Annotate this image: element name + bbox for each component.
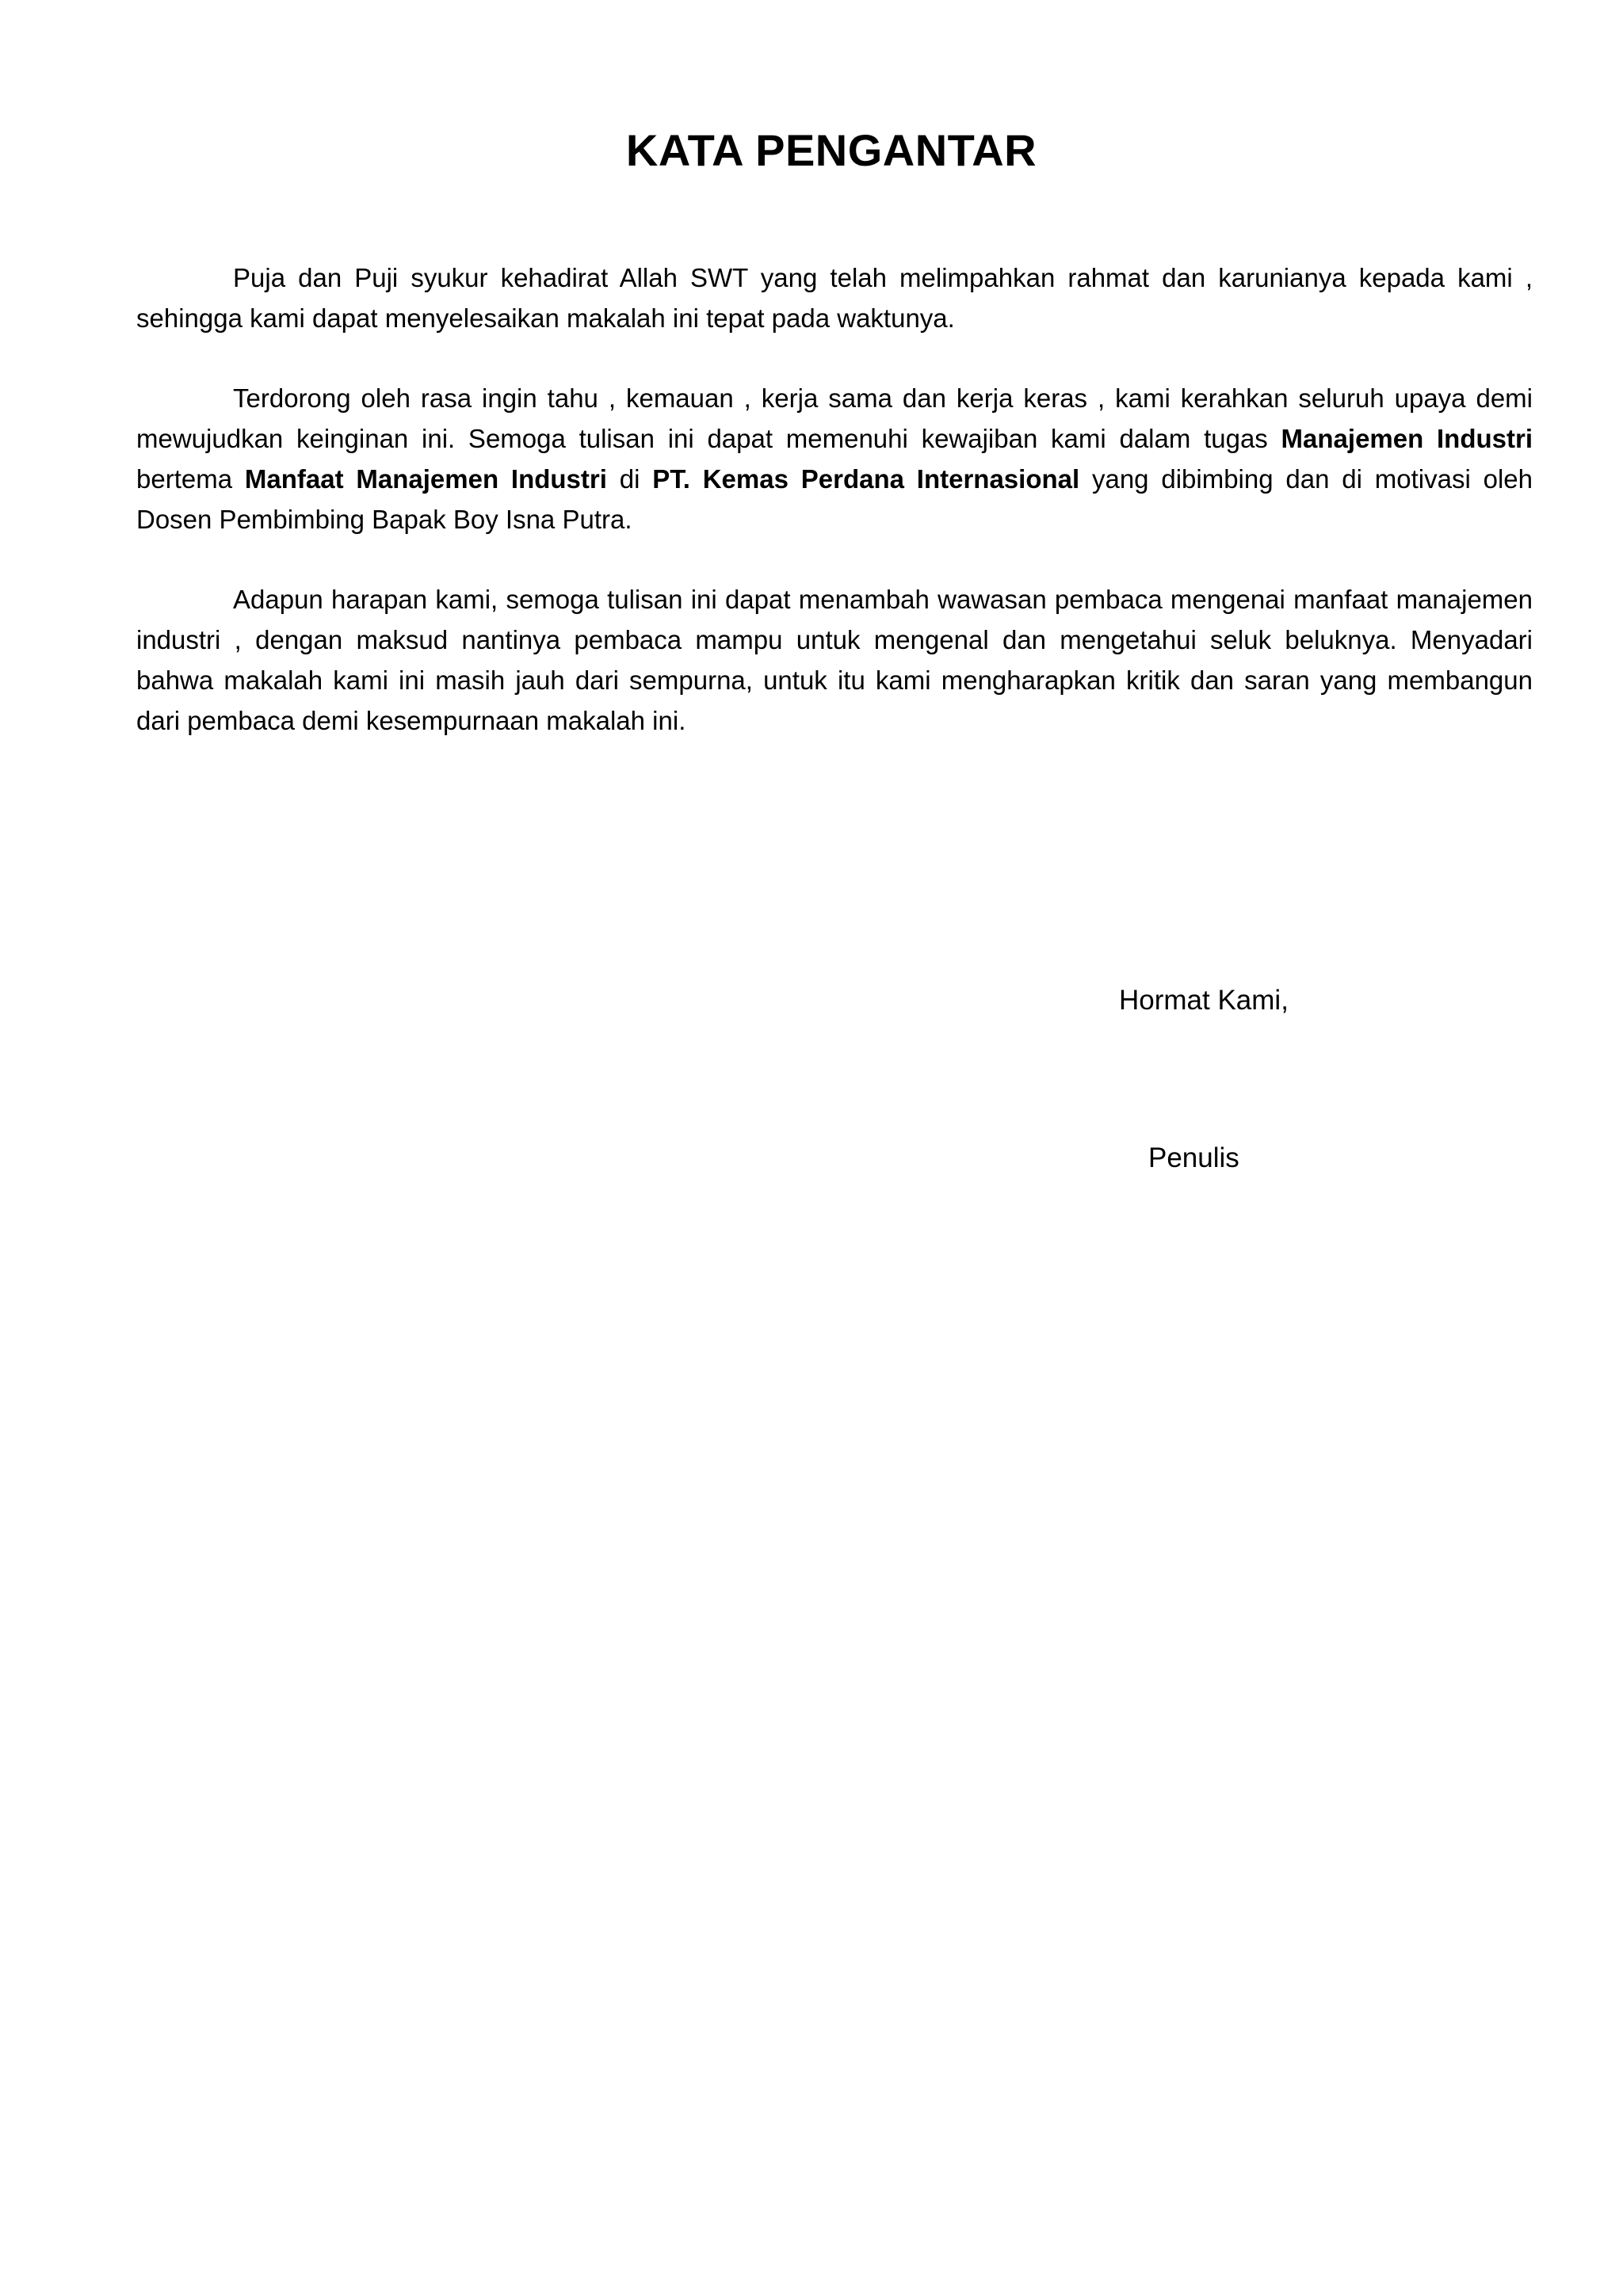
paragraph-2-text-2: bertema bbox=[136, 464, 245, 494]
paragraph-1: Puja dan Puji syukur kehadirat Allah SWT yang telah melimpahkan rahmat dan karunianya kepada kami , sehingga kami dapat menyelesaikan makalah ini tepat pada waktunya. bbox=[136, 263, 1533, 333]
paragraph-3: Adapun harapan kami, semoga tulisan ini dapat menambah wawasan pembaca mengenai manfaat manajemen industri , dengan maksud nantinya pembaca mampu untuk mengenal dan mengetahui seluk beluknya. Menyadari bahwa makalah kami ini masih jauh dari sempurna, untuk itu kami mengharapkan kritik dan saran yang membangun dari pembaca demi kesempurnaan makalah ini. bbox=[136, 585, 1533, 735]
topic-name: Manfaat Manajemen Industri bbox=[244, 464, 607, 494]
document-body bbox=[136, 257, 1533, 780]
paragraph-2 bbox=[136, 378, 1533, 540]
paragraph-2-text-4: yang dibimbing dan di motivasi oleh Dosen Pembimbing Bapak Boy Isna Putra. bbox=[136, 464, 1533, 534]
page-title: KATA PENGANTAR bbox=[625, 125, 1037, 175]
company-name: PT. Kemas Perdana Internasional bbox=[652, 464, 1080, 494]
course-name: Manajemen Industri bbox=[1281, 424, 1533, 453]
paragraph-2-text-1: Terdorong oleh rasa ingin tahu , kemauan , kerja sama dan kerja keras , kami kerahkan seluruh upaya demi mewujudkan keinginan ini. Semoga tulisan ini dapat memenuhi kewajiban kami dalam tugas bbox=[136, 383, 1533, 453]
closing-salutation: Hormat Kami, bbox=[1119, 985, 1289, 1016]
signer-name: Penulis bbox=[1148, 1142, 1239, 1173]
paragraph-2-text-3: di bbox=[606, 464, 653, 494]
